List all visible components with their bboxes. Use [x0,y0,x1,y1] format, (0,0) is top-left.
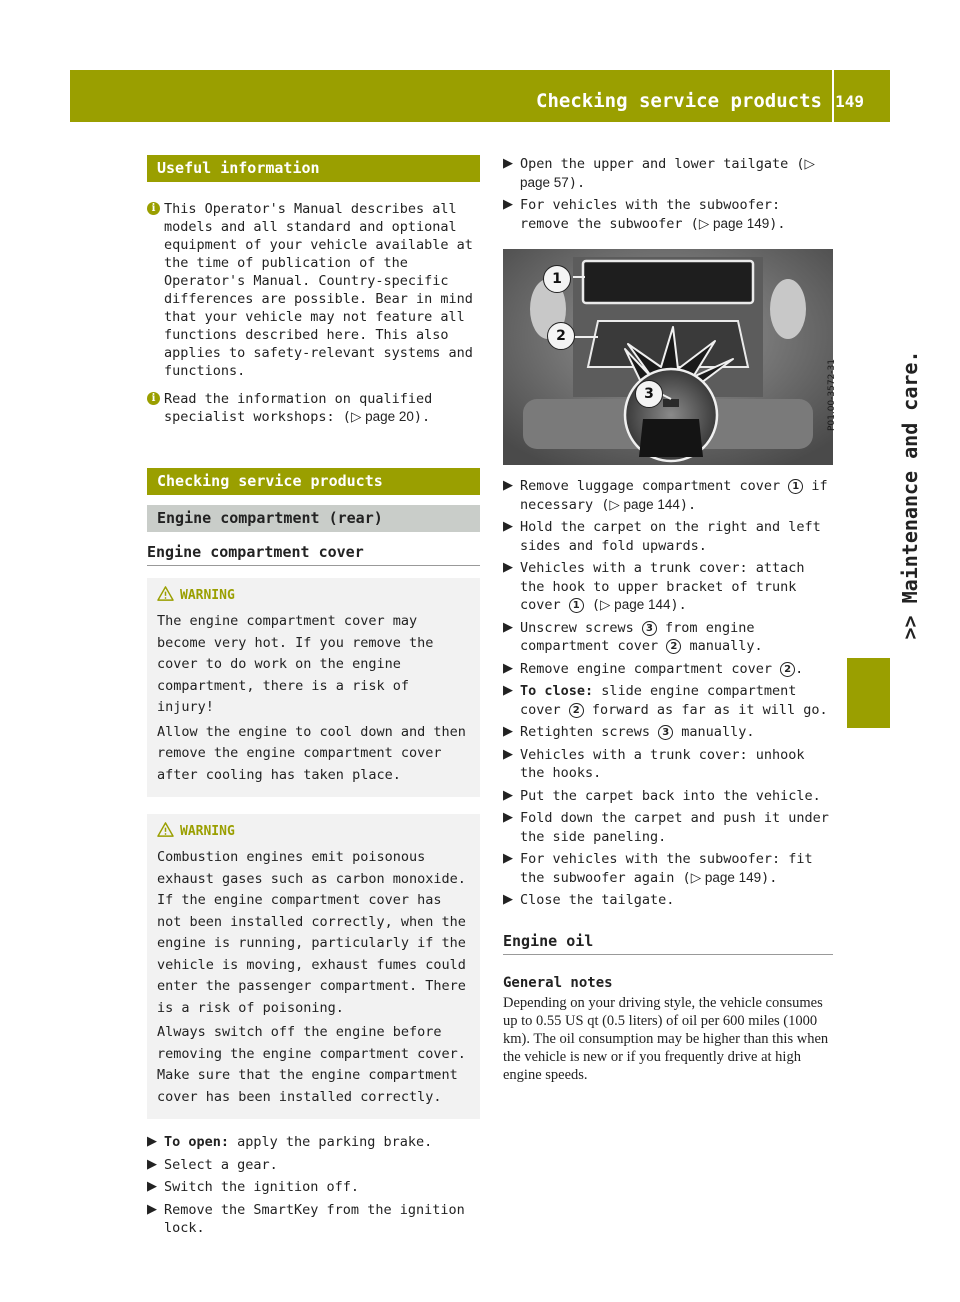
list-item: ▶ Open the upper and lower tailgate (▷ page 57). [503,156,815,191]
list-item: ▶ Put the carpet back into the vehicle. [503,787,821,804]
list-item: ▶ Retighten screws 3 manually. [503,724,755,740]
list-item: ▶ Vehicles with a trunk cover: unhook the hooks. [503,746,805,781]
step-arrow-icon: ▶ [503,519,513,534]
list-item: ▶ To open: apply the parking brake. [147,1134,433,1150]
step-arrow-icon: ▶ [503,892,513,907]
list-item: ▶ Close the tailgate. [503,892,675,908]
callout-3: 3 [635,380,663,408]
general-notes-heading: General notes [503,974,613,991]
general-notes-text: Depending on your driving style, the vehicle consumes up to 0.55 US qt (0.5 liters) of oil per 600 miles (1000 km). The oil consumption may be higher than this when the vehicle is new or if you frequently drive at high engine speeds. [503,994,829,1083]
page-ref[interactable]: ▷ page 20 [350,409,414,424]
page-ref[interactable]: ▷ page 144 [600,597,671,612]
list-item: ▶ Hold the carpet on the right and left sides and fold upwards. [503,519,821,554]
warning-triangle-icon [157,822,174,837]
engine-oil-heading: Engine oil [503,932,833,955]
step-arrow-icon: ▶ [503,197,513,212]
list-item: ▶ Switch the ignition off. [147,1179,360,1195]
warning-box-exhaust [147,814,480,1119]
warning-title: WARNING [157,586,472,603]
callout-1: 1 [543,265,571,293]
list-item: ▶ Remove engine compartment cover 2 . [503,660,804,677]
callout-2: 2 [547,322,575,350]
step-arrow-icon: ▶ [147,1134,157,1149]
header-divider [832,70,834,122]
step-arrow-icon: ▶ [503,683,513,698]
opening-steps [147,1133,480,1238]
section-title: Checking service products [536,90,822,112]
warning-title: WARNING [157,822,472,839]
list-item: ▶ Fold down the carpet and push it under the side paneling. [503,810,829,845]
step-arrow-icon: ▶ [503,660,513,676]
list-item: ▶ Remove luggage compartment cover 1 if necessary (▷ page 144). [503,478,828,513]
step-arrow-icon: ▶ [503,156,513,171]
warning-text: The engine compartment cover may become very hot. If you remove the cover to do work on the engine compartment, there is a risk of injury! [157,613,434,715]
step-arrow-icon: ▶ [147,1201,157,1217]
step-arrow-icon: ▶ [503,746,513,762]
callout-number-1: 1 [569,598,584,613]
list-item: ▶ Vehicles with a trunk cover: attach the hook to upper bracket of trunk cover 1 (▷ page 144). [503,560,805,613]
chapter-side-label: >> Maintenance and care. [898,350,922,640]
callout-number-2: 2 [666,639,681,654]
subsection-heading: Engine compartment (rear) [147,505,480,532]
warning-text: Combustion engines emit poisonous exhaust gases such as carbon monoxide. If the engine compartment cover has not been installed correctly, when the engine is running, particularly if the vehicle is moving, exhaust fumes could enter the passenger compartment. There is a risk of poisoning. [157,849,466,1016]
callout-number-3: 3 [658,725,673,740]
callout-number-2: 2 [569,703,584,718]
step-arrow-icon: ▶ [503,724,513,739]
cover-heading: Engine compartment cover [147,543,480,566]
photo-code: P01.00-3572-31 [827,359,837,432]
procedure-steps [503,477,833,910]
right-column [503,155,837,1084]
info-icon: i [147,392,160,405]
list-item: ▶ For vehicles with the subwoofer: fit the subwoofer again (▷ page 149). [503,851,813,886]
page-ref[interactable]: ▷ page 144 [609,496,680,512]
step-arrow-icon: ▶ [147,1156,157,1172]
list-item: ▶ Select a gear. [147,1156,278,1173]
step-arrow-icon: ▶ [503,787,513,803]
step-arrow-icon: ▶ [503,619,513,635]
list-item: ▶ For vehicles with the subwoofer: remove the subwoofer (▷ page 149). [503,197,786,232]
warning-box-hot-cover [147,578,480,797]
step-arrow-icon: ▶ [503,851,513,866]
info-note-2: i Read the information on qualified specialist workshops: (▷ page 20). [147,390,480,426]
page-ref[interactable]: ▷ page 149 [698,215,770,231]
engine-compartment-photo [503,249,837,465]
info-note-1: i This Operator's Manual describes all models and all standard and optional equipment of your vehicle available at the time of publication of the Operator's Manual. Country-specific differences are possible. Bear in mind that your vehicle may not feature all functions described here. This also applies to safety-relevant systems and functions. [147,200,480,380]
list-item: ▶ To close: slide engine compartment cover 2 forward as far as it will go. [503,683,828,718]
useful-info-heading: Useful information [147,155,480,182]
chapter-tab [847,658,890,728]
list-item: ▶ Remove the SmartKey from the ignition lock. [147,1201,465,1236]
section-heading: Checking service products [147,468,480,495]
page-number: 149 [835,92,864,111]
callout-number-3: 3 [642,621,657,636]
step-arrow-icon: ▶ [503,478,513,493]
step-arrow-icon: ▶ [503,560,513,575]
page-header [70,70,890,122]
step-arrow-icon: ▶ [503,810,513,825]
warning-triangle-icon [157,586,174,601]
left-column [147,155,480,1242]
callout-number-2: 2 [780,662,795,677]
callout-number-1: 1 [788,479,803,494]
page-ref[interactable]: ▷ page 57 [520,156,815,190]
warning-text: Allow the engine to cool down and then remove the engine compartment cover after cooling has taken place. [157,723,466,783]
page-ref[interactable]: ▷ page 149 [690,869,762,885]
list-item: ▶ Unscrew screws 3 from engine compartment cover 2 manually. [503,619,763,654]
procedure-steps-top [503,155,833,233]
info-icon: i [147,202,160,215]
step-arrow-icon: ▶ [147,1179,157,1194]
warning-text: Always switch off the engine before removing the engine compartment cover. Make sure that the engine compartment cover has been installed correctly. [157,1024,466,1105]
